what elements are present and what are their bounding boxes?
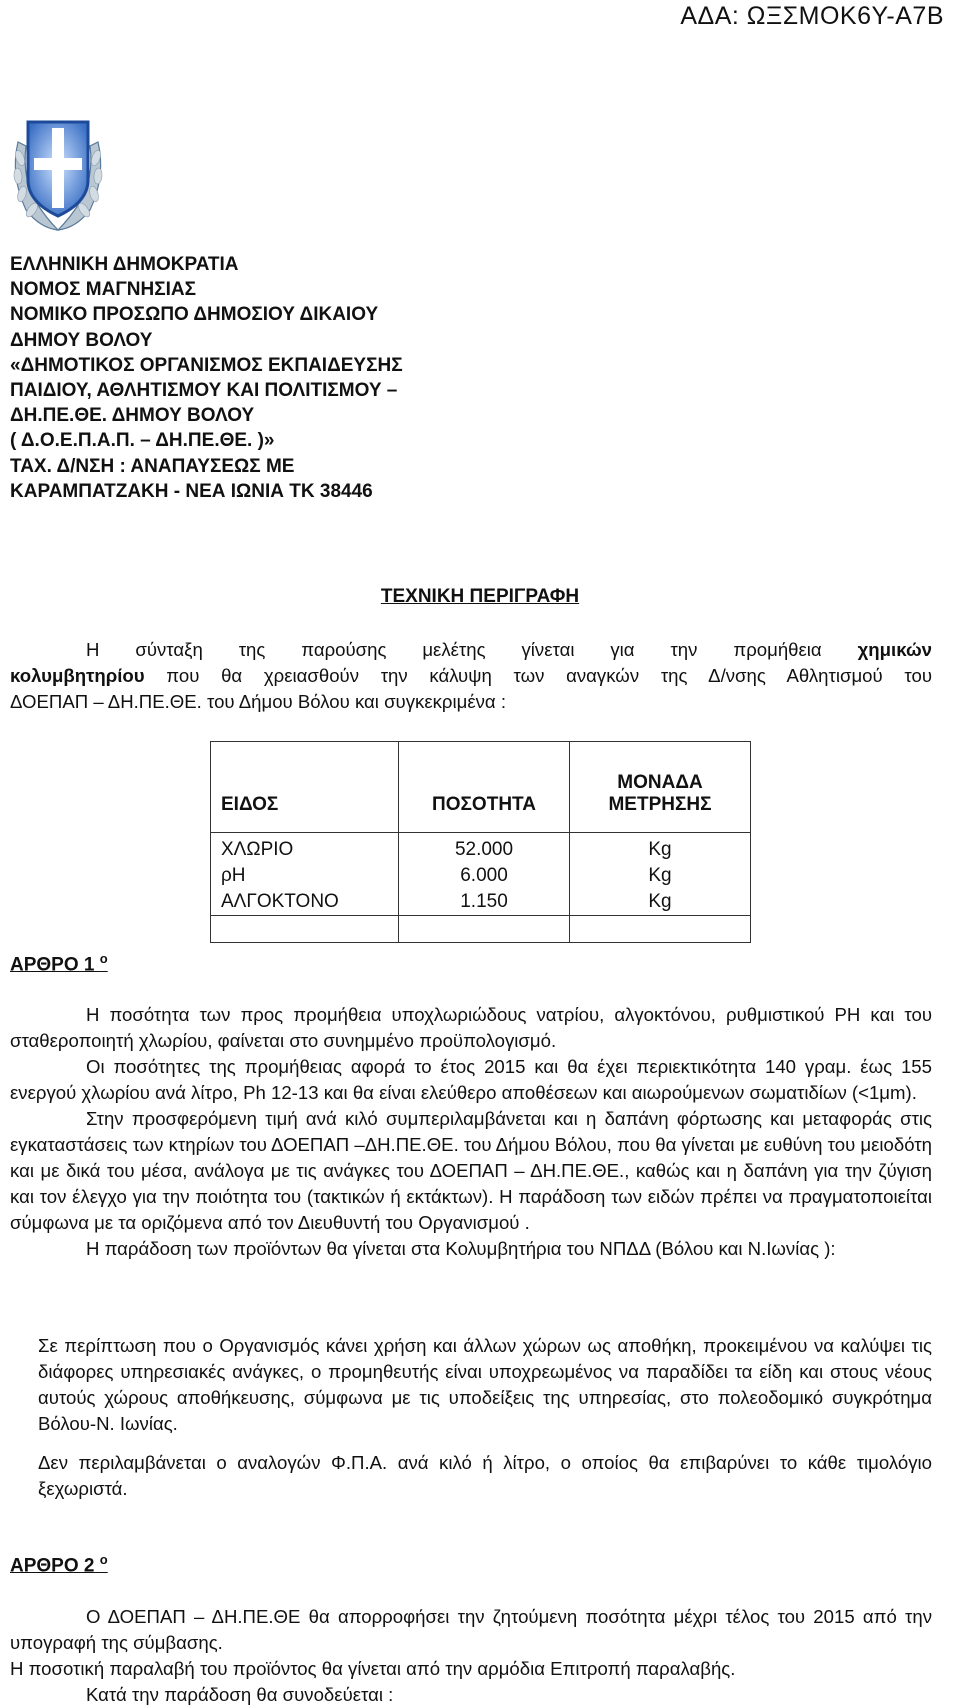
article-sup: ο <box>99 1552 108 1567</box>
header-line: ΝΟΜΙΚΟ ΠΡΟΣΩΠΟ ΔΗΜΟΣΙΟΥ ΔΙΚΑΙΟΥ <box>10 304 379 326</box>
cell-item: ρΗ <box>211 863 399 889</box>
intro-text: που θα χρειασθούν την κάλυψη των αναγκών της Δ/νσης Αθλητισμού του <box>144 665 932 686</box>
col-header-quantity: ΠΟΣΟΤΗΤΑ <box>399 742 570 833</box>
cell-empty <box>211 916 399 943</box>
cell-quantity: 6.000 <box>399 863 570 889</box>
intro-paragraph <box>10 637 932 715</box>
article-label: ΑΡΘΡΟ 2 <box>10 1555 95 1577</box>
col-header-unit <box>570 742 751 833</box>
paragraph <box>10 1002 932 1054</box>
ada-code: ΑΔΑ: ΩΞΣΜΟΚ6Υ-Α7Β <box>680 2 944 30</box>
table-row <box>211 889 751 916</box>
paragraph <box>10 1604 932 1656</box>
greek-state-emblem <box>6 106 110 234</box>
intro-text: Η σύνταξη της παρούσης μελέτης γίνεται για την προμήθεια <box>86 639 858 660</box>
paragraph <box>10 1236 932 1262</box>
article-2-body <box>10 1604 932 1708</box>
header-line: «ΔΗΜΟΤΙΚΟΣ ΟΡΓΑΝΙΣΜΟΣ ΕΚΠΑΙΔΕΥΣΗΣ <box>10 354 403 376</box>
paragraph-text: Οι ποσότητες της προμήθειας αφορά το έτος 2015 και θα έχει περιεκτικότητα 140 γραμ. έως 155 ενεργού χλωρίου ανά λίτρο, Ph 12-13 και θα είναι ελεύθερο αποθέσεων και αιωρούμενων σωματιδίων (<1μm). <box>10 1056 932 1103</box>
paragraph-text: Σε περίπτωση που ο Οργανισμός κάνει χρήση και άλλων χώρων ως αποθήκη, προκειμένου να καλύψει τις διάφορες υπηρεσιακές ανάγκες, ο προμηθευτής είναι υποχρεωμένος να παραδίδει τα είδη και στους νέους αυτούς χώρους αποθήκευσης, σύμφωνα με τις υποδείξεις της υπηρεσίας, στο πολεοδομικό συγκρότημα Βόλου-Ν. Ιωνίας. <box>38 1335 932 1434</box>
intro-bold: χημικών <box>857 639 932 660</box>
table-row <box>211 833 751 864</box>
header-line: ΠΑΙΔΙΟΥ, ΑΘΛΗΤΙΣΜΟΥ ΚΑΙ ΠΟΛΙΤΙΣΜΟΥ – <box>10 380 398 402</box>
article-1-body <box>10 1002 932 1262</box>
paragraph <box>38 1450 932 1502</box>
cell-empty <box>570 916 751 943</box>
intro-text: ΔΟΕΠΑΠ – ΔΗ.ΠΕ.ΘΕ. του Δήμου Βόλου και συγκεκριμένα : <box>10 691 506 712</box>
cell-quantity: 52.000 <box>399 833 570 864</box>
header-line: ΝΟΜΟΣ ΜΑΓΝΗΣΙΑΣ <box>10 279 197 301</box>
cell-unit: Kg <box>570 889 751 916</box>
header-line: ΤΑΧ. Δ/ΝΣΗ : ΑΝΑΠΑΥΣΕΩΣ ΜΕ <box>10 455 295 477</box>
cell-quantity: 1.150 <box>399 889 570 916</box>
cell-item: ΑΛΓΟΚΤΟΝΟ <box>211 889 399 916</box>
paragraph-text: Δεν περιλαμβάνεται ο αναλογών Φ.Π.Α. ανά κιλό ή λίτρο, ο οποίος θα επιβαρύνει το κάθε τιμολόγιο ξεχωριστά. <box>38 1452 932 1499</box>
article-1-storage <box>38 1333 932 1437</box>
article-label: ΑΡΘΡΟ 1 <box>10 954 95 976</box>
cell-unit: Kg <box>570 863 751 889</box>
cell-empty <box>399 916 570 943</box>
header-line: ( Δ.Ο.Ε.Π.Α.Π. – ΔΗ.ΠΕ.ΘΕ. )» <box>10 430 275 452</box>
intro-bold: κολυμβητηρίου <box>10 665 145 686</box>
paragraph-text: Η παράδοση των προϊόντων θα γίνεται στα Κολυμβητήρια του ΝΠΔΔ (Βόλου και Ν.Ιωνίας ): <box>86 1238 836 1259</box>
article-1-heading <box>10 951 108 976</box>
header-line: ΔΗ.ΠΕ.ΘΕ. ΔΗΜΟΥ ΒΟΛΟΥ <box>10 405 255 427</box>
article-sup: ο <box>99 951 108 966</box>
col-header-unit-line: ΜΕΤΡΗΣΗΣ <box>608 794 712 815</box>
paragraph <box>10 1682 932 1708</box>
paragraph-text: Ο ΔΟΕΠΑΠ – ΔΗ.ΠΕ.ΘΕ θα απορροφήσει την ζητούμενη ποσότητα μέχρι τέλος του 2015 από την υπογραφή της σύμβασης. <box>10 1606 932 1653</box>
article-2-heading <box>10 1552 108 1577</box>
paragraph <box>38 1333 932 1437</box>
cell-item: ΧΛΩΡΙΟ <box>211 833 399 864</box>
header-line: ΚΑΡΑΜΠΑΤΖΑΚΗ - ΝΕΑ ΙΩΝΙΑ ΤΚ 38446 <box>10 480 373 502</box>
header-line: ΕΛΛΗΝΙΚΗ ΔΗΜΟΚΡΑΤΙΑ <box>10 254 239 275</box>
header-line: ΔΗΜΟΥ ΒΟΛΟΥ <box>10 329 153 351</box>
paragraph <box>10 1656 932 1682</box>
col-header-unit-line: ΜΟΝΑΔΑ <box>617 772 703 793</box>
paragraph-text: Κατά την παράδοση θα συνοδεύεται : <box>86 1684 394 1705</box>
paragraph-text: Η ποσότητα των προς προμήθεια υποχλωριώδους νατρίου, αλγοκτόνου, ρυθμιστικού ΡΗ και του σταθεροποιητή χλωρίου, φαίνεται στο συνημμένο προϋπολογισμό. <box>10 1004 932 1051</box>
article-1-vat <box>38 1450 932 1502</box>
table-row <box>211 863 751 889</box>
col-header-item: ΕΙΔΟΣ <box>211 742 399 833</box>
cell-unit: Kg <box>570 833 751 864</box>
paragraph-text: Στην προσφερόμενη τιμή ανά κιλό συμπεριλαμβάνεται και η δαπάνη φόρτωσης και μεταφοράς στις εγκαταστάσεις των κτηρίων του ΔΟΕΠΑΠ –ΔΗ.ΠΕ.ΘΕ. του Δήμου Βόλου, που θα γίνεται με ευθύνη του μειοδότη και με δικά του μέσα, ανάλογα με τις ανάγκες του ΔΟΕΠΑΠ – ΔΗ.ΠΕ.ΘΕ., καθώς και η δαπάνη για την ζύγιση και τον έλεγχο για την ποιότητα του (τακτικών ή εκτάκτων). Η παράδοση των ειδών πρέπει να πραγματοποιείται σύμφωνα με τα οριζόμενα από τον Διευθυντή του Οργανισμού . <box>10 1108 932 1233</box>
document-title: ΤΕΧΝΙΚΗ ΠΕΡΙΓΡΑΦΗ <box>380 586 580 607</box>
paragraph <box>10 1106 932 1236</box>
paragraph-text: Η ποσοτική παραλαβή του προϊόντος θα γίνεται από την αρμόδια Επιτροπή παραλαβής. <box>10 1658 736 1679</box>
table-row-empty <box>211 916 751 943</box>
issuer-header <box>10 252 403 504</box>
items-table <box>210 741 751 943</box>
paragraph <box>10 1054 932 1106</box>
